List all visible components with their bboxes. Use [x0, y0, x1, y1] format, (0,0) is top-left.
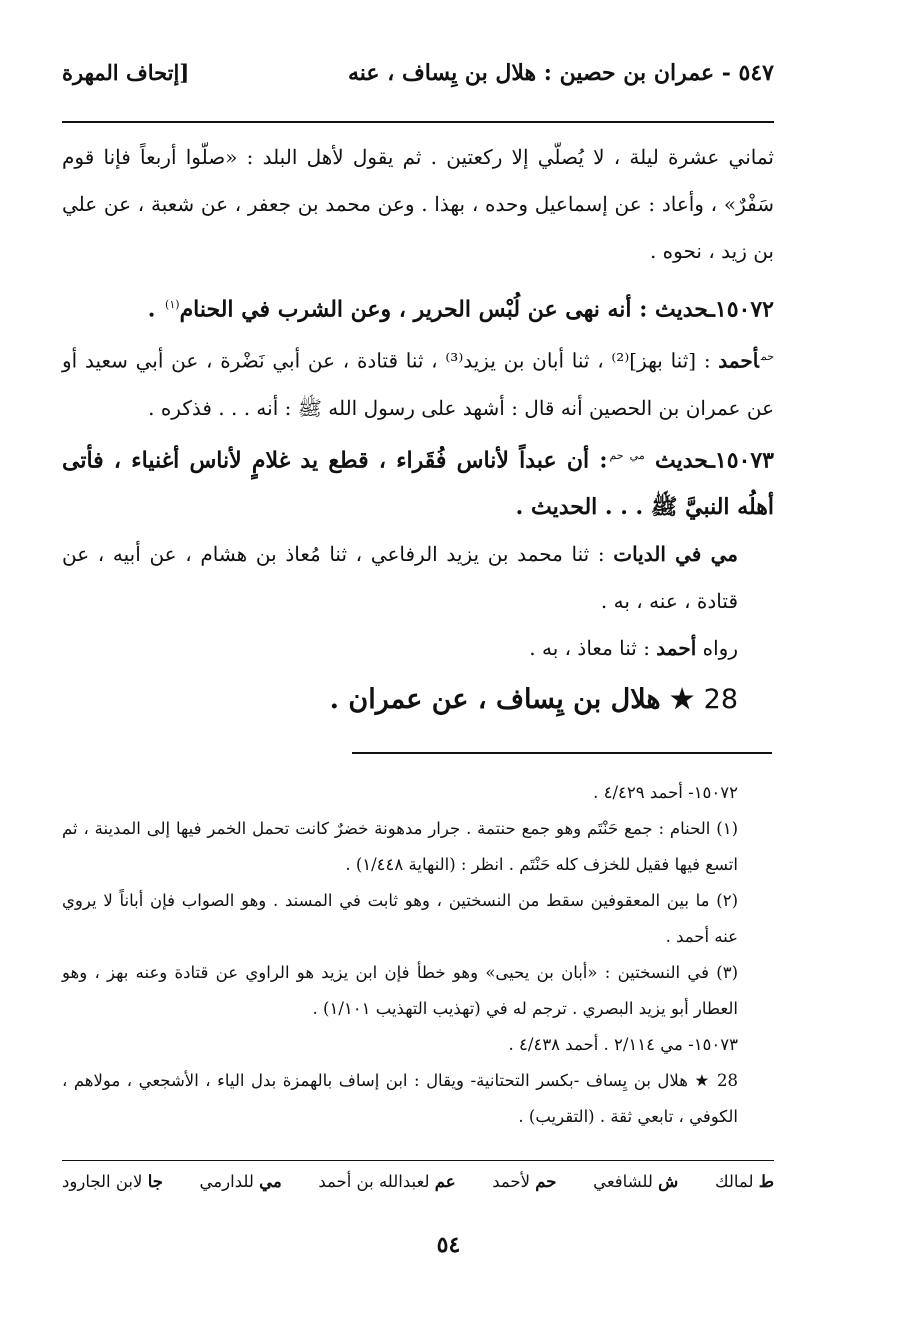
hadith-number: ١٥٠٧٢ [714, 296, 774, 323]
header-title: ٥٤٧ - عمران بن حصين : هلال بن يِساف ، عنه [348, 60, 774, 86]
header-book-title: [إتحاف المهرة [62, 60, 190, 85]
legend-rule [62, 1160, 774, 1161]
footnote-source: ١٥٠٧٣- مي ٢/١١٤ . أحمد ٤/٤٣٨ . [508, 1035, 738, 1054]
chain-source: أحمد [656, 636, 697, 661]
chain-text: : ثنا معاذ ، به . [529, 636, 657, 661]
section-number: 28 [703, 684, 738, 716]
source-symbol: مي حم [609, 448, 645, 462]
continuation-paragraph: ثماني عشرة ليلة ، لا يُصلّي إلا ركعتين . ثم يقول لأهل البلد : «صلّوا أربعاً فإنا قوم سَفْرٌ» ، وأعاد : عن إسماعيل وحده ، بهذا . وعن محمد بن جعفر ، عن شعبة ، عن علي بن زيد ، نحوه . [62, 145, 774, 263]
hadith-15073-chain-1 [62, 531, 774, 625]
hadith-number: ١٥٠٧٣ [714, 447, 774, 474]
star-icon: ★ [670, 684, 695, 716]
running-header [62, 60, 774, 100]
hadith-label: ـحديث [654, 296, 715, 323]
hadith-text: : أن عبداً لأناس فُقَراء ، قطع يد غلامٍ لأناس أغنياء ، فأتى أهلُه النبيَّ ﷺ . . . الحديث . [62, 447, 774, 521]
chain-source: مي في الديات [613, 542, 738, 567]
footnote: (٢) ما بين المعقوفين سقط من النسختين ، وهو ثابت في المسند . وهو الصواب فإن أباناً لا يروي عنه أحمد . [62, 891, 738, 946]
chain-prefix: رواه [696, 636, 738, 661]
footnote: (١) الحنام : جمع حَنْتَم وهو جمع حنتمة . جرار مدهونة خضرٌ كانت تحمل الخمر فيها إلى المدينة ، ثم اتسع فيها فقيل للخزف كله حَنْتَم . انظر : (النهاية ١/٤٤٨) . [62, 819, 738, 874]
footnote: 28 ★ هلال بن يِساف -بكسر التحتانية- ويقال : ابن إساف بالهمزة بدل الياء ، الأشجعي ، مولاهم ، الكوفي ، تابعي ثقة . (التقريب) . [62, 1071, 738, 1126]
page-number: ٥٤ [436, 1232, 461, 1258]
legend-item: مي للدارمي [199, 1172, 282, 1191]
footnote-source: ١٥٠٧٢- أحمد ٤/٤٢٩ . [593, 783, 738, 802]
legend-item: حم لأحمد [492, 1172, 557, 1191]
legend-item: جا لابن الجارود [62, 1172, 163, 1191]
hadith-end: . [147, 296, 164, 323]
hadith-15073-chain-2 [62, 625, 774, 672]
chain-text: : [ثنا بهز]⁽²⁾ ، ثنا أبان بن يزيد⁽³⁾ ، ثنا قتادة ، عن أبي نَضْرة ، عن أبي سعيد أو عن عمران بن الحصين أنه قال : أشهد على رسول الله ﷺ : أنه . . . فذكره . [62, 348, 774, 420]
hadith-text: : أنه نهى عن لُبْس الحرير ، وعن الشرب في الحنام [179, 296, 648, 323]
abbreviation-legend [62, 1172, 774, 1191]
hadith-15072-chain [62, 333, 774, 432]
section-heading [62, 676, 774, 723]
source-name: أحمد [718, 348, 759, 373]
hadith-label: ـحديث [654, 447, 715, 474]
main-text [62, 134, 774, 723]
header-rule [62, 121, 774, 123]
hadith-15072-heading [62, 281, 774, 333]
footnote: (٣) في النسختين : «أبان بن يحيى» وهو خطأ فإن ابن يزيد هو الراوي عن قتادة وعنه بهز ، وهو العطار أبو يزيد البصري . ترجم له في (تهذيب التهذيب ١/١٠١) . [62, 963, 738, 1018]
footnotes [62, 775, 774, 1135]
source-symbol: حم [760, 350, 774, 364]
chain-text: : ثنا محمد بن يزيد الرفاعي ، ثنا مُعاذ بن هشام ، عن أبيه ، عن قتادة ، عنه ، به . [62, 542, 738, 614]
footnote-rule [352, 752, 772, 754]
hadith-15073-heading [62, 432, 774, 531]
legend-item: ش للشافعي [593, 1172, 679, 1191]
legend-item: ط لمالك [714, 1172, 774, 1191]
section-title: هلال بن يِساف ، عن عمران . [329, 684, 661, 716]
footnote-marker: (١) [165, 298, 180, 311]
legend-item: عم لعبدالله بن أحمد [318, 1172, 456, 1191]
